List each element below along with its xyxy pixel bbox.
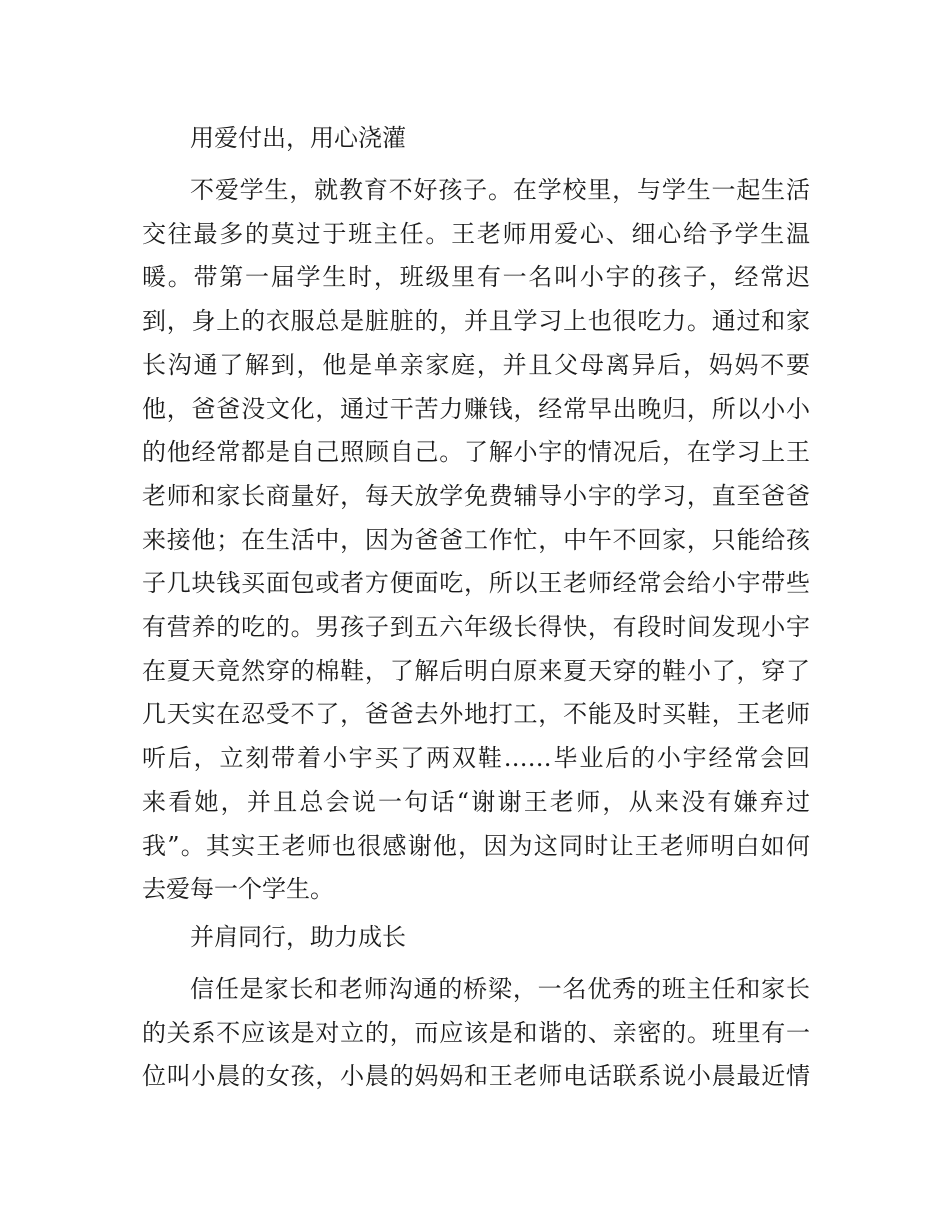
paragraph-line: 不爱学生，就教育不好孩子。在学校里，与学生一起生活 (190, 176, 810, 204)
paragraph-line: 来接他；在生活中，因为爸爸工作忙，中午不回家，只能给孩 (142, 525, 810, 554)
paragraph-line: 位叫小晨的女孩，小晨的妈妈和王老师电话联系说小晨最近情 (142, 1062, 810, 1091)
paragraph-line: 他，爸爸没文化，通过干苦力赚钱，经常早出晚归，所以小小 (142, 394, 810, 423)
paragraph-line: 在夏天竟然穿的棉鞋，了解后明白原来夏天穿的鞋小了，穿了 (142, 656, 810, 685)
body-paragraph (142, 169, 810, 912)
paragraph-line: 有营养的吃的。男孩子到五六年级长得快，有段时间发现小宇 (142, 613, 810, 642)
paragraph-line: 我”。其实王老师也很感谢他，因为这同时让王老师明白如何 (142, 831, 810, 860)
section-heading: 并肩同行，助力成长 (190, 922, 406, 951)
paragraph-line: 子几块钱买面包或者方便面吃，所以王老师经常会给小宇带些 (142, 569, 810, 598)
paragraph-line: 交往最多的莫过于班主任。王老师用爱心、细心给予学生温 (142, 219, 810, 248)
paragraph-line: 去爱每一个学生。 (142, 875, 334, 904)
paragraph-line: 暖。带第一届学生时，班级里有一名叫小宇的孩子，经常迟 (142, 263, 810, 292)
paragraph-line: 长沟通了解到，他是单亲家庭，并且父母离异后，妈妈不要 (142, 350, 810, 379)
paragraph-line: 信任是家长和老师沟通的桥梁，一名优秀的班主任和家长 (190, 974, 810, 1003)
paragraph-line: 来看她，并且总会说一句话“谢谢王老师，从来没有嫌弃过 (142, 787, 810, 816)
paragraph-line: 的关系不应该是对立的，而应该是和谐的、亲密的。班里有一 (142, 1018, 810, 1047)
paragraph-line: 的他经常都是自己照顾自己。了解小宇的情况后，在学习上王 (142, 438, 810, 467)
body-paragraph (142, 968, 810, 1099)
document-page (142, 116, 810, 1102)
paragraph-line: 听后，立刻带着小宇买了两双鞋……毕业后的小宇经常会回 (142, 744, 810, 773)
paragraph-line: 到，身上的衣服总是脏脏的，并且学习上也很吃力。通过和家 (142, 307, 810, 336)
paragraph-line: 老师和家长商量好，每天放学免费辅导小宇的学习，直至爸爸 (142, 481, 810, 510)
section-heading: 用爱付出，用心浇灌 (190, 124, 406, 152)
paragraph-line: 几天实在忍受不了，爸爸去外地打工，不能及时买鞋，王老师 (142, 700, 810, 729)
